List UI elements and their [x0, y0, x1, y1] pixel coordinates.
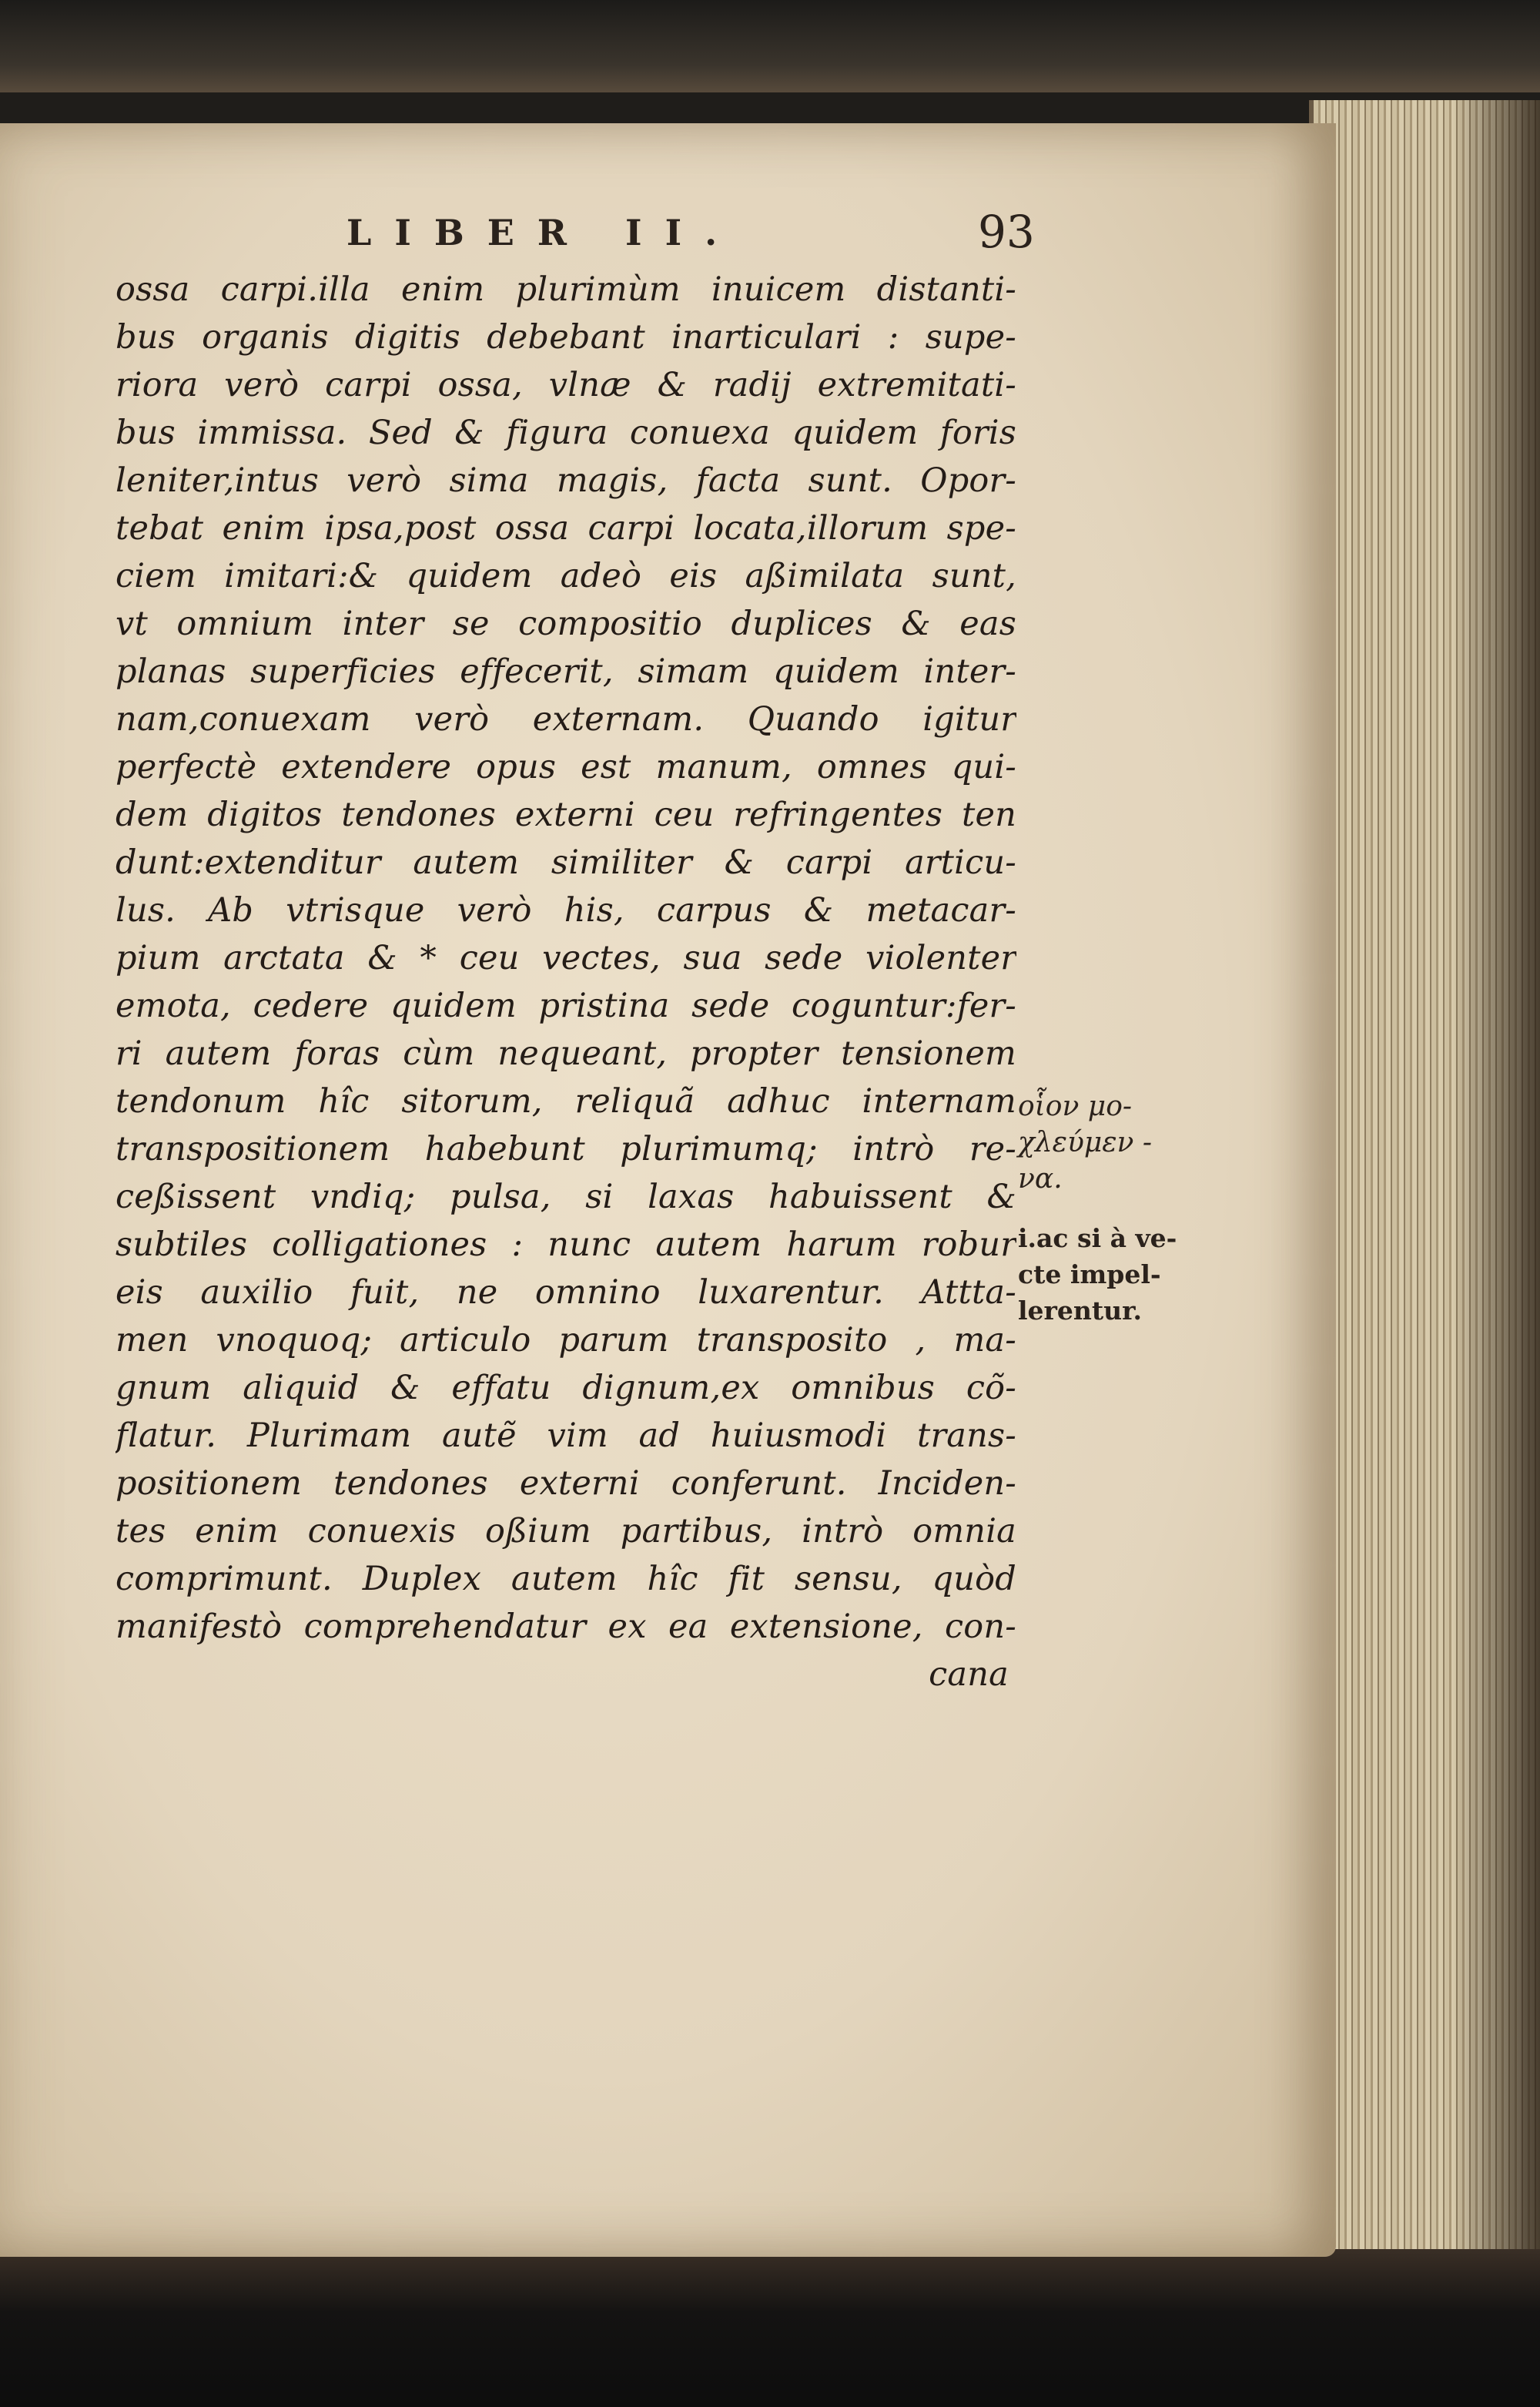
text-line: pium arctata & * ceu vectes, sua sede violenter: [116, 939, 1016, 977]
margin-note-greek: χλεύμεν -: [1018, 1127, 1153, 1158]
margin-note-latin: cte impel-: [1018, 1259, 1161, 1289]
margin-spacer: [1018, 1197, 1249, 1220]
text-line: bus immissa. Sed & figura conuexa quidem foris: [116, 414, 1016, 452]
text-line: ossa carpi.illa enim plurimùm inuicem distanti-: [116, 270, 1016, 309]
text-line: ceßissent vndiq; pulsa, si laxas habuissent &: [116, 1178, 1016, 1216]
body-text: [116, 266, 1016, 1698]
text-line: vt omnium inter se compositio duplices & eas: [116, 605, 1016, 643]
text-line: ri autem foras cùm nequeant, propter tensionem: [116, 1034, 1016, 1073]
text-line: bus organis digitis debebant inarticulari : supe-: [116, 318, 1016, 357]
text-line: perfectè extendere opus est manum, omnes qui-: [116, 748, 1016, 786]
background-bottom: [0, 2249, 1540, 2407]
text-line: subtiles colligationes : nunc autem harum robur: [116, 1225, 1016, 1264]
page-number: 93: [978, 206, 1035, 258]
book-page-edges: [1309, 100, 1540, 2272]
text-line: dem digitos tendones externi ceu refringentes ten: [116, 796, 1016, 834]
running-head: [0, 206, 1336, 258]
text-line: comprimunt. Duplex autem hîc fit sensu, quòd: [116, 1560, 1016, 1598]
text-line: leniter,intus verò sima magis, facta sunt. Opor-: [116, 461, 1016, 500]
text-line: ciem imitari:& quidem adeò eis aßimilata sunt,: [116, 557, 1016, 595]
text-line: men vnoquoq; articulo parum transposito , ma-: [116, 1321, 1016, 1359]
catchword: cana: [929, 1655, 1009, 1694]
text-line: nam,conuexam verò externam. Quando igitur: [116, 700, 1016, 739]
text-line: tes enim conuexis oßium partibus, intrò omnia: [116, 1512, 1016, 1550]
background-top: [0, 0, 1540, 92]
text-line: flatur. Plurimam autẽ vim ad huiusmodi trans-: [116, 1416, 1016, 1455]
running-head-title: LIBER II.: [346, 212, 741, 253]
text-line: riora verò carpi ossa, vlnæ & radij extremitati-: [116, 366, 1016, 404]
margin-note-latin: lerentur.: [1018, 1296, 1142, 1326]
text-line: emota, cedere quidem pristina sede coguntur:fer-: [116, 987, 1016, 1025]
text-line: planas superficies effecerit, simam quidem inter-: [116, 652, 1016, 691]
text-line: eis auxilio fuit, ne omnino luxarentur. Attta-: [116, 1273, 1016, 1312]
text-line: tendonum hîc sitorum, reliquã adhuc internam: [116, 1082, 1016, 1121]
margin-note-greek: να.: [1018, 1163, 1063, 1195]
text-line: positionem tendones externi conferunt. Inciden-: [116, 1464, 1016, 1503]
margin-note-latin: i.ac si à ve-: [1018, 1223, 1177, 1253]
margin-notes: [1018, 1088, 1249, 1329]
margin-note-greek: οἷον μο-: [1018, 1091, 1133, 1122]
text-line: manifestò comprehendatur ex ea extensione, con-: [116, 1607, 1016, 1646]
text-line: gnum aliquid & effatu dignum,ex omnibus cõ-: [116, 1369, 1016, 1407]
text-line: lus. Ab vtrisque verò his, carpus & metacar-: [116, 891, 1016, 930]
text-line: tebat enim ipsa,post ossa carpi locata,illorum spe-: [116, 509, 1016, 548]
text-line: dunt:extenditur autem similiter & carpi articu-: [116, 843, 1016, 882]
text-line: transpositionem habebunt plurimumq; intrò re-: [116, 1130, 1016, 1168]
